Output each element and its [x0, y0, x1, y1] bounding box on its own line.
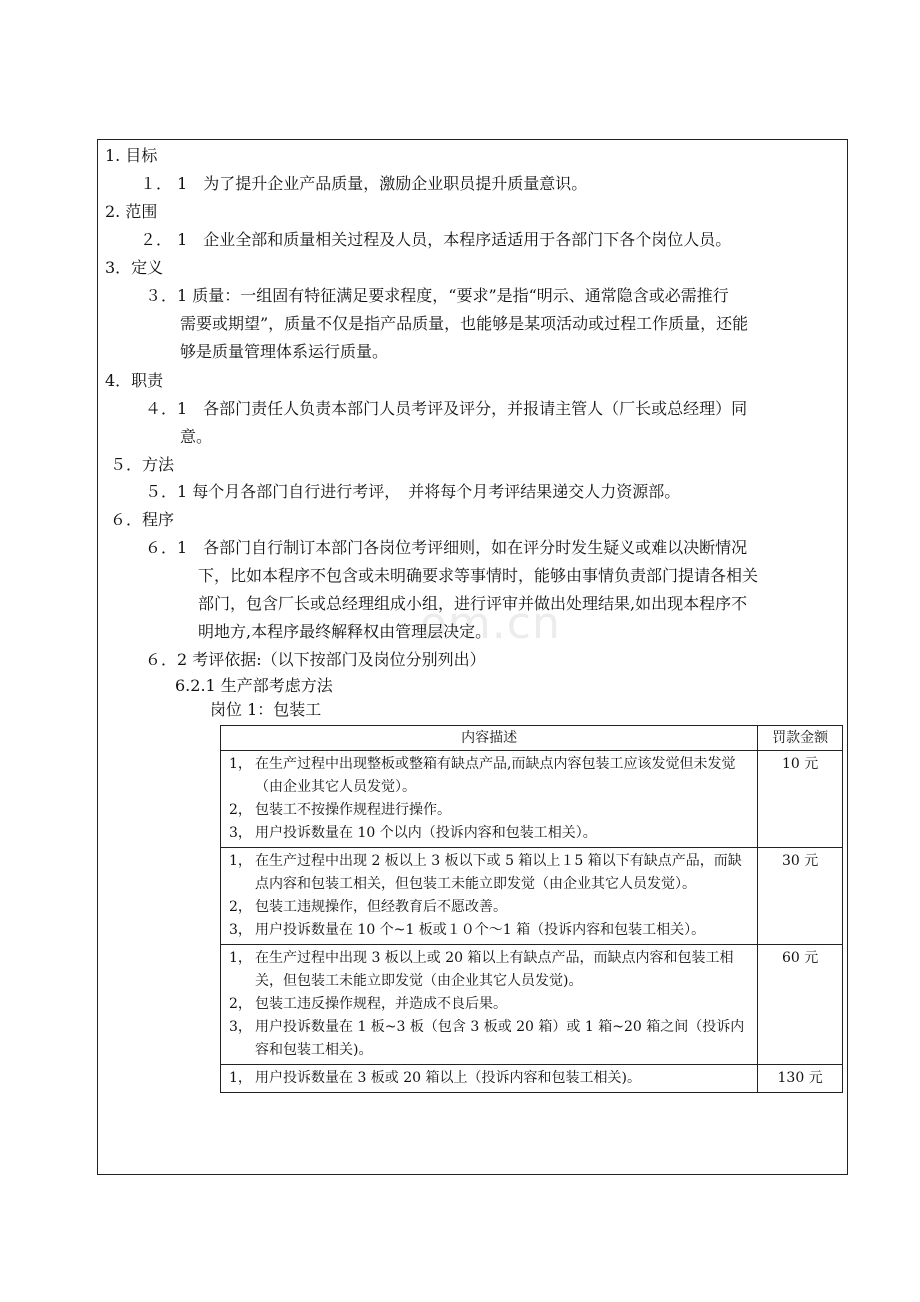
section-2-title: 2. 范围: [105, 202, 158, 221]
item-text: 包装工不按操作规程进行操作。: [255, 802, 451, 818]
section-1-title: 1. 目标: [105, 146, 158, 165]
item-text: 用户投诉数量在 3 板或 20 箱以上（投诉内容和包装工相关)。: [255, 1070, 641, 1086]
section-6-para-1-line-4: 明地方,本程序最终解释权由管理层决定。: [198, 622, 492, 641]
header-fine-amount: 罚款金额: [758, 726, 843, 751]
item-number: 1，: [229, 756, 252, 772]
table-row: [221, 751, 843, 848]
list-item: [229, 919, 753, 942]
section-3-para-line-2: 需要或期望”，质量不仅是指产品质量，也能够是某项活动或过程工作质量，还能: [180, 314, 749, 333]
row-description: [221, 848, 758, 945]
item-number: 2，: [229, 996, 252, 1012]
item-text: 在生产过程中出现整板或整箱有缺点产品,而缺点内容包装工应该发觉但未发觉（由企业其它人员发觉）。: [255, 756, 736, 795]
post-title: 岗位 1：包装工: [210, 700, 322, 719]
section-5-para: ５．1 每个月各部门自行进行考评， 并将每个月考评结果递交人力资源部。: [145, 482, 681, 501]
list-item: [229, 1016, 753, 1062]
list-item: [229, 753, 753, 799]
row-fine-amount: 60 元: [758, 945, 843, 1065]
row-fine-amount: 130 元: [758, 1065, 843, 1093]
section-2-para: ２． 1 企业全部和质量相关过程及人员，本程序适适用于各部门下各个岗位人员。: [140, 230, 732, 249]
row-description: [221, 1065, 758, 1093]
item-text: 用户投诉数量在 10 个~1 板或１０个～1 箱（投诉内容和包装工相关）。: [255, 922, 706, 938]
section-4-title: 4．职责: [105, 371, 164, 390]
subsection-6-2-1: 6.2.1 生产部考虑方法: [175, 676, 333, 695]
list-item: [229, 896, 753, 919]
item-text: 包装工违反操作规程，并造成不良后果。: [255, 996, 507, 1012]
item-number: 3，: [229, 1019, 252, 1035]
section-1-para: １． 1 为了提升企业产品质量，激励企业职员提升质量意识。: [140, 174, 588, 193]
table-row: [221, 848, 843, 945]
section-6-title: ６．程序: [110, 510, 175, 529]
row-description: [221, 945, 758, 1065]
item-text: 在生产过程中出现 3 板以上或 20 箱以上有缺点产品，而缺点内容和包装工相关，但包装工未能立即发觉（由企业其它人员发觉)。: [255, 950, 734, 989]
watermark: om.cn: [420, 598, 561, 649]
section-6-para-1-line-2: 下，比如本程序不包含或未明确要求等事情时，能够由事情负责部门提请各相关: [198, 566, 759, 585]
item-text: 在生产过程中出现 2 板以上 3 板以下或 5 箱以上１5 箱以下有缺点产品，而缺点内容和包装工相关，但包装工未能立即发觉（由企业其它人员发觉）。: [255, 853, 742, 892]
section-6-para-1-line-1: ６．1 各部门自行制订本部门各岗位考评细则，如在评分时发生疑义或难以决断情况: [145, 538, 748, 557]
section-6-para-1-line-3: 部门，包含厂长或总经理组成小组，进行评审并做出处理结果,如出现本程序不: [198, 594, 748, 613]
row-fine-amount: 10 元: [758, 751, 843, 848]
item-number: 1，: [229, 950, 252, 966]
section-3-para-line-3: 够是质量管理体系运行质量。: [180, 342, 389, 361]
section-4-para-line-1: ４．1 各部门责任人负责本部门人员考评及评分，并报请主管人（厂长或总经理）同: [145, 399, 748, 418]
section-3-para-line-1: ３．1 质量：一组固有特征满足要求程度，“要求”是指“明示、通常隐含或必需推行: [145, 286, 729, 305]
list-item: [229, 850, 753, 896]
item-number: 2，: [229, 802, 252, 818]
header-description: 内容描述: [221, 726, 758, 751]
item-number: 3，: [229, 825, 252, 841]
list-item: [229, 993, 753, 1016]
item-number: 3，: [229, 922, 252, 938]
item-number: 1，: [229, 853, 252, 869]
section-6-para-2: ６．2 考评依据:（以下按部门及岗位分别列出）: [145, 650, 486, 669]
item-text: 用户投诉数量在 10 个以内（投诉内容和包装工相关）。: [255, 825, 597, 841]
row-fine-amount: 30 元: [758, 848, 843, 945]
table-header-row: [221, 726, 843, 751]
list-item: [229, 947, 753, 993]
list-item: [229, 822, 753, 845]
table-row: [221, 945, 843, 1065]
list-item: [229, 1067, 753, 1090]
fine-table: [220, 725, 843, 1093]
section-3-title: 3．定义: [105, 258, 164, 277]
item-number: 1，: [229, 1070, 252, 1086]
list-item: [229, 799, 753, 822]
table-row: [221, 1065, 843, 1093]
item-number: 2，: [229, 899, 252, 915]
item-text: 用户投诉数量在 1 板~3 板（包含 3 板或 20 箱）或 1 箱~20 箱之间（投诉内容和包装工相关)。: [255, 1019, 745, 1058]
item-text: 包装工违规操作，但经教育后不愿改善。: [255, 899, 507, 915]
row-description: [221, 751, 758, 848]
section-5-title: ５．方法: [110, 455, 175, 474]
section-4-para-line-2: 意。: [180, 427, 213, 446]
